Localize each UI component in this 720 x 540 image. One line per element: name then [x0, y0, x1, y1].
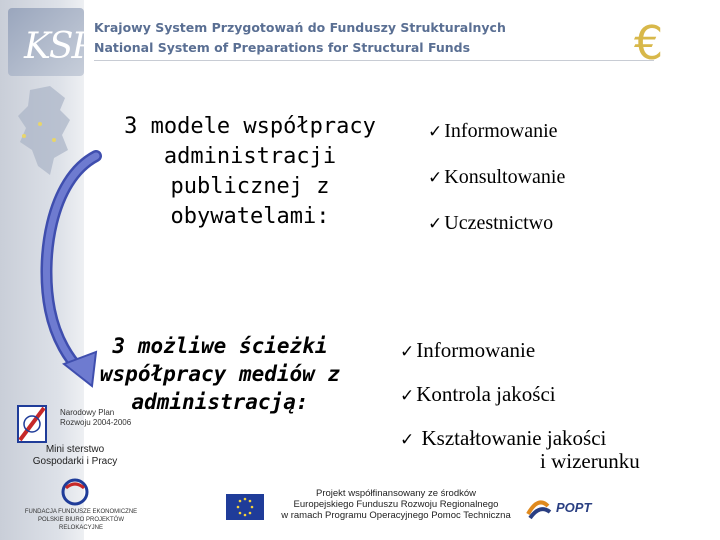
header-divider [94, 60, 654, 61]
list-item-label: Informowanie [444, 120, 558, 142]
list-item-label: Kontrola jakości [416, 382, 556, 406]
block1-title-line: 3 modele współpracy [124, 114, 376, 139]
project-text-line: Projekt współfinansowany ze środków [316, 488, 476, 499]
header-title-pl: Krajowy System Przygotowań do Funduszy Strukturalnych [94, 20, 506, 35]
project-funding-text [278, 488, 514, 521]
list-item-label: Informowanie [416, 338, 536, 362]
list-item [428, 212, 565, 258]
block2-title-line: współpracy mediów z [99, 362, 341, 386]
block2-title-line: 3 możliwe ścieżki [112, 334, 328, 358]
block1-title-line: administracji [163, 144, 337, 169]
list-item-label: Konsultowanie [444, 166, 566, 188]
project-text-line: w ramach Programu Operacyjnego Pomoc Techniczna [281, 510, 511, 521]
checkmark-icon: ✓ [400, 342, 415, 362]
list-item-label-continued: i wizerunku [540, 449, 640, 473]
block2-title-line: administracją: [131, 390, 309, 414]
ksp-logo [8, 8, 94, 76]
fund-logo-icon [60, 478, 90, 506]
npr-text [60, 408, 131, 428]
ksp-logo-text: KSP [24, 26, 94, 67]
npr-text-line: Rozwoju 2004-2006 [60, 418, 132, 427]
eu-flag-icon [226, 494, 264, 520]
ministry-logo-text [30, 444, 120, 468]
list-item-label: Uczestnictwo [444, 212, 554, 234]
fund-text [16, 508, 146, 532]
npr-text-line: Narodowy Plan [60, 408, 115, 417]
checkmark-icon: ✓ [400, 430, 415, 450]
list-item [428, 166, 565, 212]
project-text-line: Europejskiego Funduszu Rozwoju Regionalnego [293, 499, 499, 510]
header [84, 14, 714, 64]
checkmark-icon: ✓ [428, 122, 443, 142]
list-item [428, 120, 565, 166]
checkmark-icon: ✓ [400, 386, 415, 406]
fund-text-line: FUNDACJA FUNDUSZE EKONOMICZNE [24, 509, 138, 515]
header-title-en: National System of Preparations for Structural Funds [94, 40, 471, 55]
block1-title [110, 112, 390, 232]
list-item [400, 338, 640, 382]
block1-list [428, 120, 565, 258]
popt-logo-text: POPT [556, 500, 592, 515]
fund-text-line: POLSKIE BIURO PROJEKTÓW RELOKACYJNE [37, 517, 124, 531]
checkmark-icon: ✓ [428, 168, 443, 188]
list-item [400, 426, 640, 473]
checkmark-icon: ✓ [428, 214, 443, 234]
block1-title-line: obywatelami: [170, 204, 330, 229]
list-item [400, 382, 640, 426]
block2-list [400, 338, 640, 473]
list-item-label: Kształtowanie jakości [421, 426, 607, 450]
ministry-text-line: Mini sterstwo [45, 444, 105, 455]
popt-logo-icon [524, 494, 552, 522]
euro-icon: € [634, 16, 664, 70]
block1-title-line: publicznej z [170, 174, 330, 199]
ministry-text-line: Gospodarki i Pracy [32, 456, 118, 467]
